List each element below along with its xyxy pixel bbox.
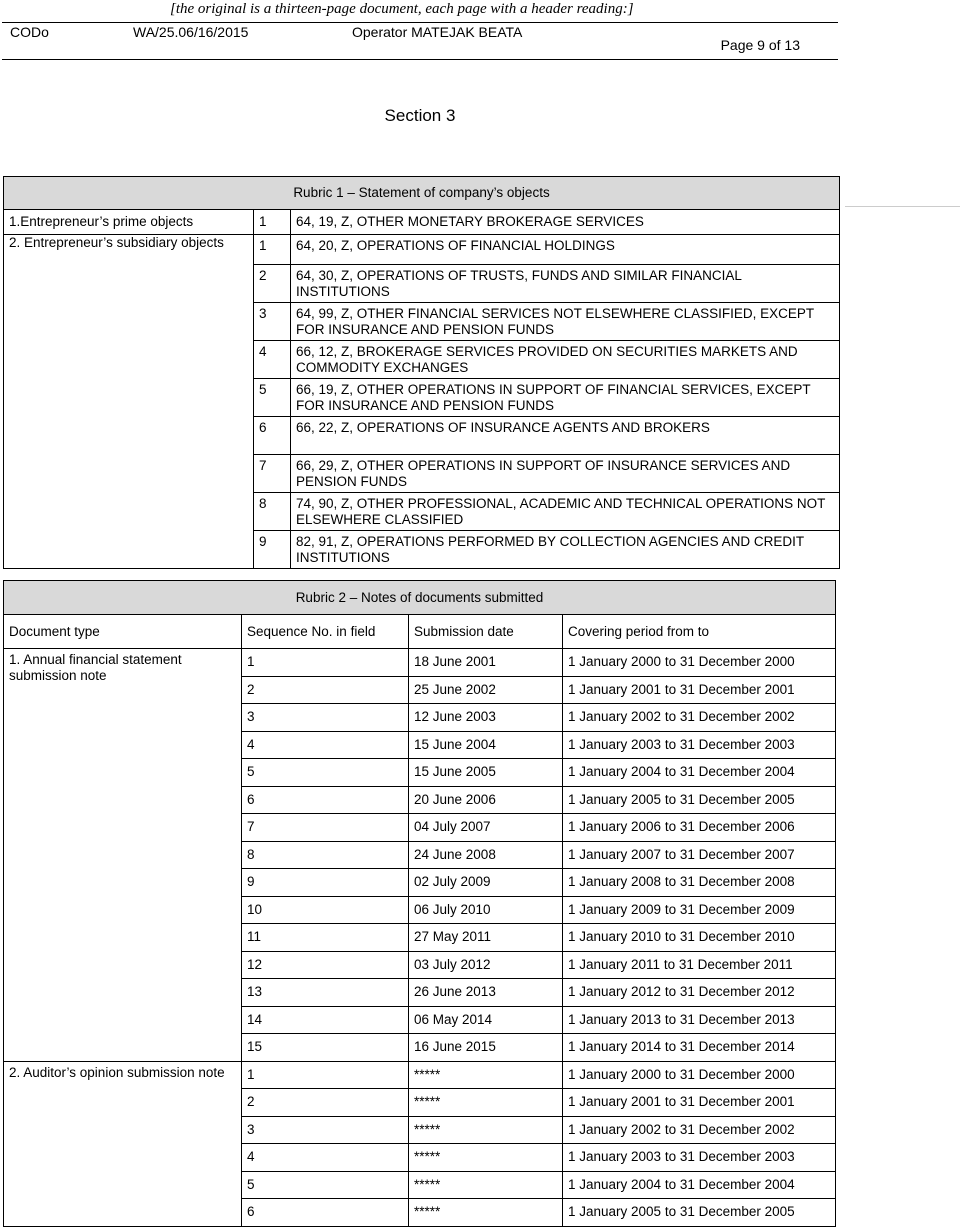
header-code: CODo xyxy=(10,24,49,40)
col-sequence-no: Sequence No. in field xyxy=(242,615,409,649)
sequence-no: 10 xyxy=(242,896,409,924)
subsidiary-object-no: 5 xyxy=(254,379,291,417)
submission-date: 04 July 2007 xyxy=(409,814,563,842)
sequence-no: 6 xyxy=(242,786,409,814)
sequence-no: 2 xyxy=(242,1089,409,1117)
subsidiary-object-text: 82, 91, Z, OPERATIONS PERFORMED BY COLLECTION AGENCIES AND CREDIT INSTITUTIONS xyxy=(291,531,840,569)
covering-period: 1 January 2006 to 31 December 2006 xyxy=(563,814,836,842)
rubric2-caption-row xyxy=(4,581,836,615)
covering-period: 1 January 2005 to 31 December 2005 xyxy=(563,786,836,814)
col-covering-period: Covering period from to xyxy=(563,615,836,649)
subsidiary-object-no: 6 xyxy=(254,417,291,455)
header-operator: Operator MATEJAK BEATA xyxy=(352,24,523,40)
sequence-no: 4 xyxy=(242,731,409,759)
covering-period: 1 January 2008 to 31 December 2008 xyxy=(563,869,836,897)
submission-date: 12 June 2003 xyxy=(409,704,563,732)
submission-date: 15 June 2005 xyxy=(409,759,563,787)
sequence-no: 5 xyxy=(242,759,409,787)
submission-date: 06 May 2014 xyxy=(409,1006,563,1034)
rubric2-header-row xyxy=(4,615,836,649)
sequence-no: 12 xyxy=(242,951,409,979)
covering-period: 1 January 2010 to 31 December 2010 xyxy=(563,924,836,952)
document-row xyxy=(4,649,836,677)
covering-period: 1 January 2004 to 31 December 2004 xyxy=(563,1171,836,1199)
submission-date: 03 July 2012 xyxy=(409,951,563,979)
rubric2-table xyxy=(3,580,836,1227)
subsidiary-object-no: 7 xyxy=(254,455,291,493)
rubric1-caption-row xyxy=(4,177,840,210)
rubric1-prime-row xyxy=(4,210,840,235)
submission-date: 20 June 2006 xyxy=(409,786,563,814)
subsidiary-object-no: 9 xyxy=(254,531,291,569)
covering-period: 1 January 2000 to 31 December 2000 xyxy=(563,649,836,677)
submission-date: ***** xyxy=(409,1089,563,1117)
sequence-no: 15 xyxy=(242,1034,409,1062)
sequence-no: 2 xyxy=(242,676,409,704)
subsidiary-object-text: 64, 99, Z, OTHER FINANCIAL SERVICES NOT ELSEWHERE CLASSIFIED, EXCEPT FOR INSURANCE AND PENSION FUNDS xyxy=(291,303,840,341)
subsidiary-object-text: 66, 12, Z, BROKERAGE SERVICES PROVIDED ON SECURITIES MARKETS AND COMMODITY EXCHANGES xyxy=(291,341,840,379)
covering-period: 1 January 2013 to 31 December 2013 xyxy=(563,1006,836,1034)
submission-date: 26 June 2013 xyxy=(409,979,563,1007)
rubric1-title: Rubric 1 – Statement of company’s objects xyxy=(4,177,840,210)
subsidiary-object-no: 4 xyxy=(254,341,291,379)
submission-date: ***** xyxy=(409,1144,563,1172)
submission-date: 16 June 2015 xyxy=(409,1034,563,1062)
sequence-no: 5 xyxy=(242,1171,409,1199)
sequence-no: 7 xyxy=(242,814,409,842)
col-document-type: Document type xyxy=(4,615,242,649)
subsidiary-object-row xyxy=(4,235,840,265)
submission-date: 06 July 2010 xyxy=(409,896,563,924)
subsidiary-object-no: 8 xyxy=(254,493,291,531)
document-row xyxy=(4,1061,836,1089)
section-title: Section 3 xyxy=(384,106,456,125)
prime-object-text: 64, 19, Z, OTHER MONETARY BROKERAGE SERVICES xyxy=(291,210,840,235)
sequence-no: 6 xyxy=(242,1199,409,1227)
submission-date: ***** xyxy=(409,1171,563,1199)
submission-date: 27 May 2011 xyxy=(409,924,563,952)
covering-period: 1 January 2005 to 31 December 2005 xyxy=(563,1199,836,1227)
sequence-no: 4 xyxy=(242,1144,409,1172)
subsidiary-object-text: 66, 22, Z, OPERATIONS OF INSURANCE AGENTS AND BROKERS xyxy=(291,417,840,455)
submission-date: 02 July 2009 xyxy=(409,869,563,897)
covering-period: 1 January 2003 to 31 December 2003 xyxy=(563,1144,836,1172)
subsidiary-objects-label: 2. Entrepreneur’s subsidiary objects xyxy=(4,235,254,569)
editorial-note: [the original is a thirteen-page document, each page with a header reading:] xyxy=(170,1,634,17)
subsidiary-object-text: 74, 90, Z, OTHER PROFESSIONAL, ACADEMIC AND TECHNICAL OPERATIONS NOT ELSEWHERE CLASSIFIED xyxy=(291,493,840,531)
covering-period: 1 January 2001 to 31 December 2001 xyxy=(563,1089,836,1117)
submission-date: ***** xyxy=(409,1199,563,1227)
covering-period: 1 January 2004 to 31 December 2004 xyxy=(563,759,836,787)
sequence-no: 13 xyxy=(242,979,409,1007)
sequence-no: 1 xyxy=(242,1061,409,1089)
subsidiary-object-text: 64, 30, Z, OPERATIONS OF TRUSTS, FUNDS AND SIMILAR FINANCIAL INSTITUTIONS xyxy=(291,265,840,303)
covering-period: 1 January 2009 to 31 December 2009 xyxy=(563,896,836,924)
subsidiary-object-text: 66, 19, Z, OTHER OPERATIONS IN SUPPORT OF FINANCIAL SERVICES, EXCEPT FOR INSURANCE AND PENSION FUNDS xyxy=(291,379,840,417)
covering-period: 1 January 2007 to 31 December 2007 xyxy=(563,841,836,869)
submission-date: 15 June 2004 xyxy=(409,731,563,759)
prime-object-no: 1 xyxy=(254,210,291,235)
submission-date: 24 June 2008 xyxy=(409,841,563,869)
subsidiary-object-text: 66, 29, Z, OTHER OPERATIONS IN SUPPORT OF INSURANCE SERVICES AND PENSION FUNDS xyxy=(291,455,840,493)
rubric2-title: Rubric 2 – Notes of documents submitted xyxy=(4,581,836,615)
covering-period: 1 January 2003 to 31 December 2003 xyxy=(563,731,836,759)
subsidiary-object-text: 64, 20, Z, OPERATIONS OF FINANCIAL HOLDINGS xyxy=(291,235,840,265)
sequence-no: 1 xyxy=(242,649,409,677)
submission-date: ***** xyxy=(409,1116,563,1144)
subsidiary-object-no: 1 xyxy=(254,235,291,265)
covering-period: 1 January 2000 to 31 December 2000 xyxy=(563,1061,836,1089)
header-top-rule xyxy=(2,22,838,23)
covering-period: 1 January 2002 to 31 December 2002 xyxy=(563,704,836,732)
prime-objects-label: 1.Entrepreneur’s prime objects xyxy=(4,210,254,235)
page-number: Page 9 of 13 xyxy=(720,37,800,53)
header-bottom-rule xyxy=(2,59,838,60)
covering-period: 1 January 2014 to 31 December 2014 xyxy=(563,1034,836,1062)
doc-type-auditor-opinion: 2. Auditor’s opinion submission note xyxy=(4,1061,242,1226)
sequence-no: 9 xyxy=(242,869,409,897)
sequence-no: 8 xyxy=(242,841,409,869)
covering-period: 1 January 2002 to 31 December 2002 xyxy=(563,1116,836,1144)
sequence-no: 11 xyxy=(242,924,409,952)
submission-date: 25 June 2002 xyxy=(409,676,563,704)
col-submission-date: Submission date xyxy=(409,615,563,649)
submission-date: ***** xyxy=(409,1061,563,1089)
margin-rule xyxy=(845,206,960,207)
subsidiary-object-no: 3 xyxy=(254,303,291,341)
covering-period: 1 January 2012 to 31 December 2012 xyxy=(563,979,836,1007)
sequence-no: 14 xyxy=(242,1006,409,1034)
subsidiary-objects xyxy=(4,235,840,569)
covering-period: 1 January 2011 to 31 December 2011 xyxy=(563,951,836,979)
header-reference: WA/25.06/16/2015 xyxy=(133,24,249,40)
rubric1-table xyxy=(3,176,840,569)
submission-date: 18 June 2001 xyxy=(409,649,563,677)
doc-type-annual-statement: 1. Annual financial statement submission note xyxy=(4,649,242,1062)
covering-period: 1 January 2001 to 31 December 2001 xyxy=(563,676,836,704)
documents-body xyxy=(4,649,836,1227)
sequence-no: 3 xyxy=(242,704,409,732)
subsidiary-object-no: 2 xyxy=(254,265,291,303)
sequence-no: 3 xyxy=(242,1116,409,1144)
